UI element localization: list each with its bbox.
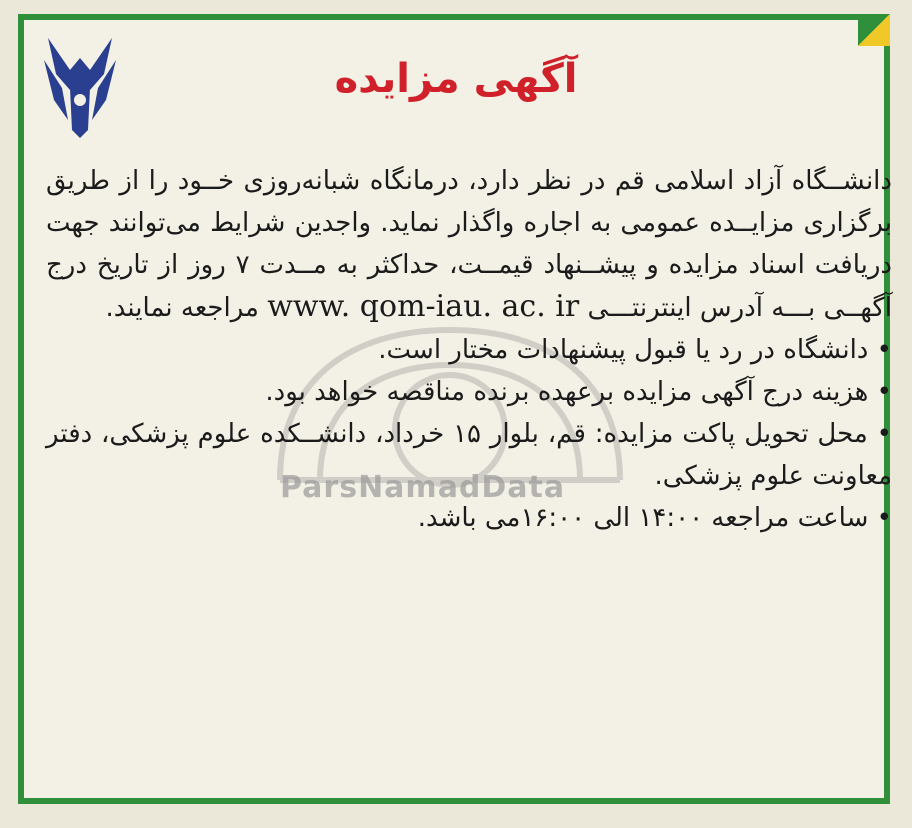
bullet-item: • دانشگاه در رد یا قبول پیشنهادات مختار است. <box>46 329 892 371</box>
website-url: www. qom-iau. ac. ir <box>267 289 580 324</box>
paragraph-before-url: دانشــگاه آزاد اسلامی قم در نظر دارد، درمانگاه شبانه‌روزی خــود را از طریق برگزاری مزایــده عمومی به اجاره واگذار نماید. واجدین شرایط می‌توانند جهت دریافت اسناد مزایده و پیشــنهاد قیمــت، حداکثر به مــدت ۷ روز از تاریخ درج آگهــی بـــه آدرس اینترنتـــی <box>46 166 893 323</box>
watermark-text: ParsNamadData <box>280 470 566 505</box>
paragraph-after-url: مراجعه نمایند. <box>105 293 259 323</box>
notice-body <box>46 160 892 539</box>
notice-paragraph <box>46 160 892 329</box>
bullet-item: • ساعت مراجعه ۱۴:۰۰ الی ۱۶:۰۰می باشد. <box>46 497 892 539</box>
bullet-item: • محل تحویل پاکت مزایده: قم، بلوار ۱۵ خرداد، دانشــکده علوم پزشکی، دفتر معاونت علوم پزشکی. <box>46 413 892 497</box>
bullet-item: • هزینه درج آگهی مزایده برعهده برنده مناقصه خواهد بود. <box>46 371 892 413</box>
notice-title: آگهی مزایده <box>334 56 578 102</box>
corner-accent <box>858 14 890 46</box>
